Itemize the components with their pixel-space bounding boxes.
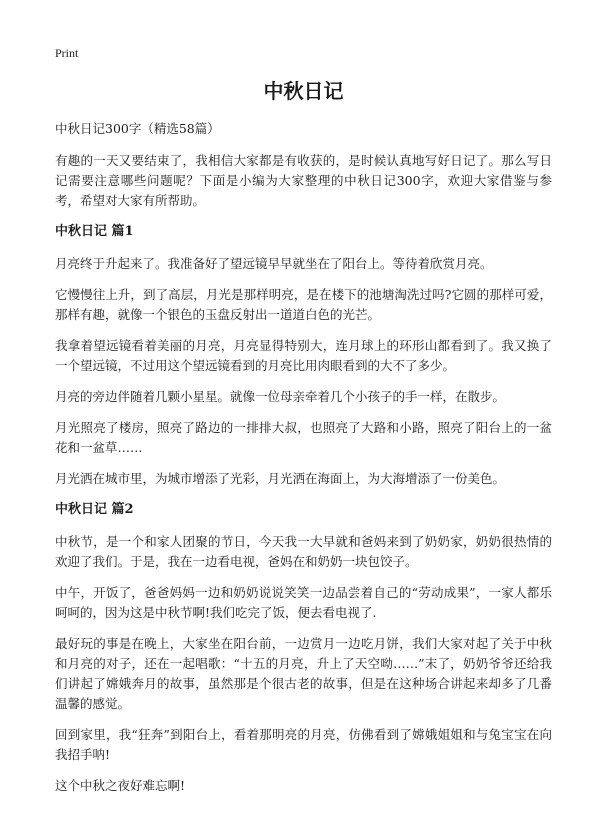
paragraph: 我拿着望远镜看着美丽的月亮，月亮显得特别大，连月球上的环形山都看到了。我又换了一个望远镜，不过用这个望远镜看到的月亮比用肉眼看到的大不了多少。 [55,338,552,373]
section-heading: 中秋日记 篇1 [55,224,134,239]
page-title: 中秋日记 [263,79,344,103]
paragraph: 月亮终于升起来了。我准备好了望远镜早早就坐在了阳台上。等待着欣赏月亮。 [55,256,493,271]
section-1 [55,222,552,489]
intro-paragraph: 有趣的一天又要结束了，我相信大家都是有收获的，是时候认真地写好日记了。那么写日记需要注意哪些问题呢？下面是小编为大家整理的中秋日记300字，欢迎大家借鉴与参考，希望对大家有所帮助。 [55,153,552,208]
paragraph: 月亮的旁边伴随着几颗小星星。就像一位母亲牵着几个小孩子的手一样，在散步。 [55,389,506,404]
paragraph: 最好玩的事是在晚上，大家坐在阳台前，一边赏月一边吃月饼，我们大家对起了关于中秋和月亮的对子，还在一起唱歌：“十五的月亮，升上了天空呦……”末了，奶奶爷爷还给我们讲起了嫦娥奔月的故事，虽然那是个很古老的故事，但是在这种场合讲起来却多了几番温馨的感觉。 [55,636,552,711]
paragraph: 回到家里，我“狂奔”到阳台上，看着那明亮的月亮，仿佛看到了嫦娥姐姐和与兔宝宝在向我招手呐! [55,727,552,762]
paragraph: 它慢慢往上升，到了高层，月光是那样明亮，是在楼下的池塘淘洗过吗?它圆的那样可爱，那样有趣，就像一个银色的玉盘反射出一道道白色的光芒。 [55,287,552,322]
article-subtitle: 中秋日记300字（精选58篇） [55,121,220,136]
article-body [55,120,552,807]
section-2 [55,500,552,796]
paragraph: 中秋节，是一个和家人团聚的节日，今天我一大早就和爸妈来到了奶奶家，奶奶很热情的欢迎了我们。于是，我在一边看电视，爸妈在和奶奶一块包饺子。 [55,534,552,569]
print-link[interactable]: Print [55,46,79,60]
paragraph: 这个中秋之夜好难忘啊! [55,778,186,793]
paragraph: 中午，开饭了，爸爸妈妈一边和奶奶说说笑笑一边品尝着自己的“劳动成果”，一家人都乐呵呵的，因为这是中秋节啊!我们吃完了饭，便去看电视了. [55,585,552,620]
section-heading: 中秋日记 篇2 [55,502,134,517]
paragraph: 月光洒在城市里，为城市增添了光彩，月光洒在海面上，为大海增添了一份美色。 [55,471,506,486]
paragraph: 月光照亮了楼房，照亮了路边的一排排大叔，也照亮了大路和小路，照亮了阳台上的一盆花和一盆草…… [55,420,552,455]
